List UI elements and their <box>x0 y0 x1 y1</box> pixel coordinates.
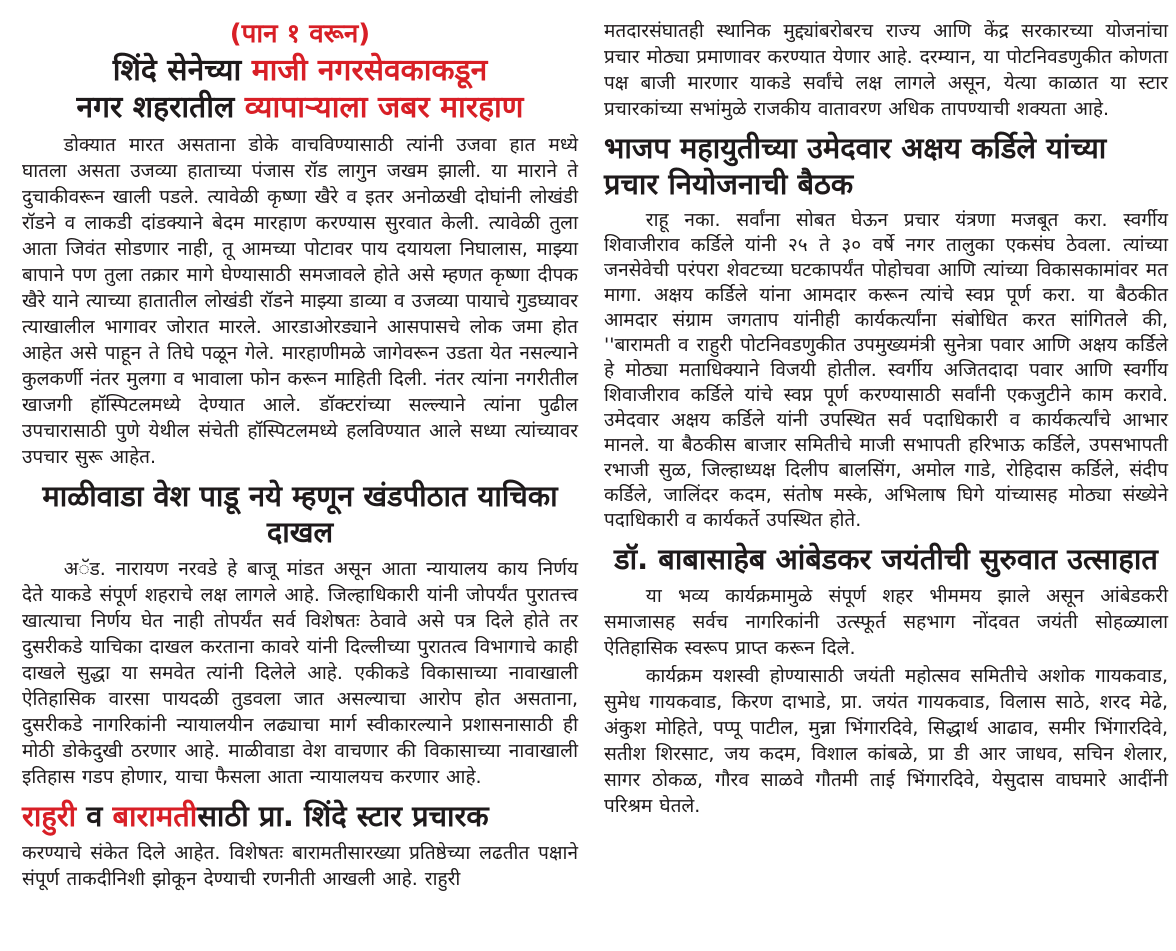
campaigner-headline-black2: साठी प्रा. शिंदे स्टार प्रचारक <box>197 799 489 833</box>
assault-headline-line2 <box>77 90 524 125</box>
assault-headline-line1 <box>113 53 487 88</box>
assault-article-headline <box>22 52 578 126</box>
continuation-kicker: (पान १ वरून) <box>229 19 371 49</box>
left-column <box>22 18 578 945</box>
campaigner-headline-red2: बारामती <box>112 799 198 833</box>
campaigner-headline-black1: व <box>76 799 113 833</box>
campaigner-headline-red1: राहुरी <box>22 799 77 833</box>
jayanti-article-para1: या भव्य कार्यक्रमामुळे संपूर्ण शहर भीममय झाले असून आंबेडकरी समाजासह सर्वच नागरिकांनी उत्स्फूर्त सहभाग नोंदवत जयंती सोहळ्याला ऐतिहासिक स्वरूप प्राप्त करून दिले. <box>604 585 1168 659</box>
jayanti-article-para2: कार्यक्रम यशस्वी होण्यासाठी जयंती महोत्सव समितीचे अशोक गायकवाड, सुमेध गायकवाड, किरण दाभाडे, प्रा. जयंत गायकवाड, विलास साठे, शरद मेढे, अंकुश मोहिते, पप्पू पाटील, मुन्ना भिंगारदिवे, सिद्धार्थ आढाव, समीर भिंगारदिवे, सतीश शिरसाट, जय कदम, विशाल कांबळे, प्रा डी आर जाधव, सचिन शेलार, सागर ठोकळ, गौरव साळवे गौतमी ताई भिंगारदिवे, येसुदास वाघमारे आदींनी परिश्रम घेतले. <box>604 665 1168 817</box>
right-column <box>604 18 1168 945</box>
assault-headline-l2-black: नगर शहरातील <box>76 90 245 125</box>
petition-article-headline: माळीवाडा वेश पाडू नये म्हणून खंडपीठात याचिका दाखल <box>42 479 558 549</box>
assault-article-body: डोक्यात मारत असताना डोके वाचविण्यासाठी त्यांनी उजवा हात मध्ये घातला असता उजव्या हाताच्या पंजास रॉड लागुन जखम झाली. या माराने ते दुचाकीवरून खाली पडले. त्यावेळी कृष्णा खैरे व इतर अनोळखी दोघांनी लोखंडी रॉडने व लाकडी दांडक्याने बेदम मारहाण करण्यास सुरवात केली. त्यावेळी तुला आता जिवंत सोडणार नाही, तू आमच्या पोटावर पाय दयायला निघालास, माझ्या बापाने पण तुला तक्रार मागे घेण्यासाठी समजावले होते असे म्हणत कृष्णा दीपक खैरे याने त्याच्या हातातील लोखंडी रॉडने माझ्या डाव्या व उजव्या पायाचे गुडघ्यावर त्याखालील भागावर जोरात मारले. आरडाओरड्याने आसपासचे लोक जमा होत आहेत असे पाहून ते तिघे पळून गेले. मारहाणीमळे जागेवरून उडता येत नसल्याने कुलकर्णी नंतर मुलगा व भावाला फोन करून माहिती दिली. नंतर त्यांना नगरीतील खाजगी हॉस्पिटलमध्ये देण्यात आले. डॉक्टरांच्या सल्ल्याने त्यांना पुढील उपचारासाठी पुणे येथील संचेती हॉस्पिटलमध्ये हलविण्यात आले सध्या त्यांच्यावर उपचार सुरू आहेत. <box>22 134 578 468</box>
campaigner-continuation-paragraph: मतदारसंघातही स्थानिक मुद्द्यांबरोबरच राज्य आणि केंद्र सरकारच्या योजनांचा प्रचार मोठ्या प्रमाणावर करण्यात येणार आहे. दरम्यान, या पोटनिवडणुकीत कोणता पक्ष बाजी मारणार याकडे सर्वांचे लक्ष लागले असून, येत्या काळात या स्टार प्रचारकांच्या सभांमुळे राजकीय वातावरण अधिक तापण्याची शक्यता आहे. <box>604 20 1168 120</box>
meeting-article-body: राहू नका. सर्वांना सोबत घेऊन प्रचार यंत्रणा मजबूत करा. स्वर्गीय शिवाजीराव कर्डिले यांनी २५ ते ३० वर्षे नगर तालुका एकसंघ ठेवला. त्यांच्या जनसेवेची परंपरा शेवटच्या घटकापर्यंत पोहोचवा आणि त्यांच्या विकासकामांवर मत मागा. अक्षय कर्डिले यांना आमदार करून त्यांचे स्वप्न पूर्ण करा. या बैठकीत आमदार संग्राम जगताप यांनीही कार्यकर्त्यांना संबोधित करत सांगितले की, ''बारामती व राहुरी पोटनिवडणुकीत उपमुख्यमंत्री सुनेत्रा पवार आणि अक्षय कर्डिले हे मोठ्या मताधिक्याने विजयी होतील. स्वर्गीय अजितदादा पवार आणि स्वर्गीय शिवाजीराव कर्डिले यांचे स्वप्न पूर्ण करण्यासाठी सर्वांनी एकजुटीने काम करावे. उमेदवार अक्षय कर्डिले यांनी उपस्थित सर्व पदाधिकारी व कार्यकर्त्यांचे आभार मानले. या बैठकीस बाजार समितीचे माजी सभापती हरिभाऊ कर्डिले, उपसभापती रभाजी सुळ, जिल्हाध्यक्ष दिलीप बालसिंग, अमोल गाडे, रोहिदास कर्डिले, संदीप कर्डिले, जालिंदर कदम, संतोष मस्के, अभिलाष घिगे यांच्यासह मोठ्या संख्येने पदाधिकारी व कार्यकर्ते उपस्थित होते. <box>604 209 1168 531</box>
meeting-article-headline: भाजप महायुतीच्या उमेदवार अक्षय कर्डिले यांच्या प्रचार नियोजनाची बैठक <box>604 131 1107 201</box>
campaigner-article-body: करण्याचे संकेत दिले आहेत. विशेषतः बारामतीसारख्या प्रतिष्ठेच्या लढतीत पक्षाने संपूर्ण ताकदीनिशी झोकून देण्याची रणनीती आखली आहे. राहुरी <box>22 842 578 890</box>
petition-article-body: अॅड. नारायण नरवडे हे बाजू मांडत असून आता न्यायालय काय निर्णय देते याकडे संपूर्ण शहराचे लक्ष लागले आहे. जिल्हाधिकारी यांनी जोपर्यंत पुरातत्त्व खात्याचा निर्णय घेत नाही तोपर्यंत सर्व विशेषतः ठेवावे असे पत्र दिले होते तर दुसरीकडे याचिका दाखल करताना कावरे यांनी दिल्लीच्या पुरातत्व विभागाचे काही दाखले सुद्धा या समवेत त्यांनी दिलेले आहे. एकीकडे विकासाच्या नावाखाली ऐतिहासिक वारसा पायदळी तुडवला जात असल्याचा आरोप होत असताना, दुसरीकडे नागरिकांनी न्यायालयीन लढ्याचा मार्ग स्वीकारल्याने प्रशासनासाठी ही मोठी डोकेदुखी ठरणार आहे. माळीवाडा वेश वाचणार की विकासाच्या नावाखाली इतिहास गडप होणार, याचा फैसला आता न्यायालयच करणार आहे. <box>22 558 578 788</box>
assault-headline-l1-red: माजी नगरसेवकाकडून <box>251 53 488 88</box>
assault-headline-l2-red: व्यापाऱ्याला जबर मारहाण <box>244 90 524 125</box>
campaigner-article-headline <box>22 798 578 834</box>
jayanti-article-headline: डॉ. बाबासाहेब आंबेडकर जयंतीची सुरुवात उत्साहात <box>614 542 1158 576</box>
assault-headline-l1-black: शिंदे सेनेच्या <box>112 53 252 88</box>
